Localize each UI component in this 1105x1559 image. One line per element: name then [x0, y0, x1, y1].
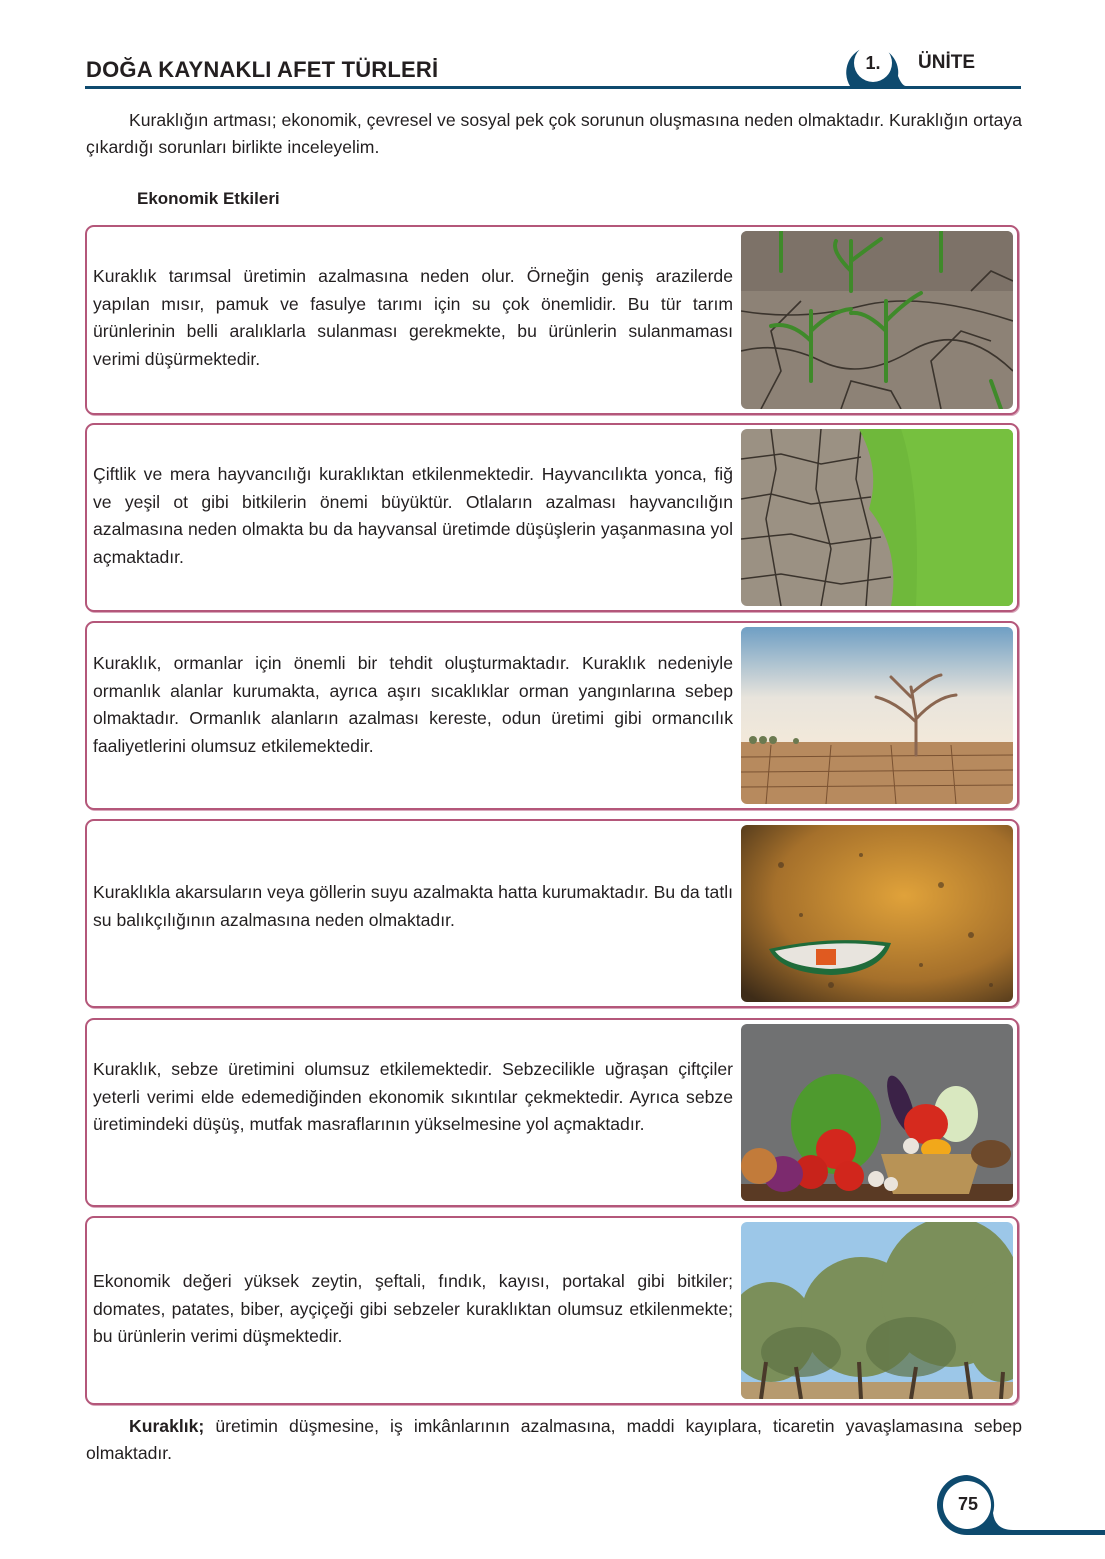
card-agriculture: [85, 225, 1019, 415]
card-livestock: [85, 423, 1019, 612]
card-text: Ekonomik değeri yüksek zeytin, şeftali, fındık, kayısı, portakal gibi bitkiler; domates, patates, biber, ayçiçeği gibi sebzeler kuraklıktan olumsuz etkilenmekte; bu ürünlerin verimi düşmektedir.: [93, 1271, 733, 1346]
card-text: Kuraklık, sebze üretimini olumsuz etkilemektedir. Sebzecilikle uğraşan çiftçiler yeterli verimi elde edemediğinden ekonomik sıkıntılar çekmektedir. Ayrıca sebze üretimindeki düşüş, mutfak masraflarının yükselmesine yol açmaktadır.: [93, 1059, 733, 1134]
card-text: Kuraklık, ormanlar için önemli bir tehdit oluşturmaktadır. Kuraklık nedeniyle ormanlık alanlar kurumakta, ayrıca aşırı sıcaklıklar orman yangınlarına sebep olmaktadır. Ormanlık alanların azalması kereste, odun üretimi gibi ormancılık faaliyetlerini olumsuz etkilemektedir.: [93, 653, 733, 756]
vegetable-basket-image: [741, 1024, 1013, 1201]
boat-dry-lakebed-image: [741, 825, 1013, 1002]
page-title: DOĞA KAYNAKLI AFET TÜRLERİ: [86, 57, 439, 82]
intro-paragraph: [86, 107, 1022, 161]
olive-grove-image: [741, 1222, 1013, 1399]
conclusion-paragraph: [86, 1413, 1022, 1467]
card-forests: [85, 621, 1019, 810]
footer-divider: [985, 1530, 1105, 1535]
card-text: Kuraklıkla akarsuların veya göllerin suyu azalmakta hatta kurumaktadır. Bu da tatlı su balıkçılığının azalmasına neden olmaktadır.: [93, 882, 733, 930]
corn-seedlings-image: [741, 231, 1013, 409]
intro-text: Kuraklığın artması; ekonomik, çevresel ve sosyal pek çok sorunun oluşmasına neden olmaktadır. Kuraklığın ortaya çıkardığı sorunları birlikte inceleyelim.: [86, 110, 1022, 157]
conclusion-text: üretimin düşmesine, iş imkânlarının azalmasına, maddi kayıplara, ticaretin yavaşlamasına sebep olmaktadır.: [86, 1416, 1022, 1463]
conclusion-lead: Kuraklık;: [129, 1416, 205, 1436]
card-fruit-crops: [85, 1216, 1019, 1405]
page-number: 75: [957, 1494, 979, 1514]
dead-tree-image: [741, 627, 1013, 804]
cracked-earth-grass-image: [741, 429, 1013, 606]
card-vegetables: [85, 1018, 1019, 1207]
card-text: Çiftlik ve mera hayvancılığı kuraklıktan etkilenmektedir. Hayvancılıkta yonca, fiğ ve yeşil ot gibi bitkilerin önemi büyüktür. Otlaların azalması hayvancılığın azalmasına neden olmakta bu da hayvansal üretimde düşüşlerin yaşanmasına yol açmaktadır.: [93, 464, 733, 567]
card-fishing: [85, 819, 1019, 1008]
card-text: Kuraklık tarımsal üretimin azalmasına neden olur. Örneğin geniş arazilerde yapılan mısır, pamuk ve fasulye tarımı için su çok önemlidir. Bu tür tarım ürünlerinin belli aralıklarla sulanması gerekmekte, bu ürünlerin sulanmaması verimi düşürmektedir.: [93, 266, 733, 369]
unit-number: 1.: [865, 53, 881, 73]
unit-label: ÜNİTE: [918, 52, 975, 73]
section-heading: Ekonomik Etkileri: [137, 189, 280, 208]
